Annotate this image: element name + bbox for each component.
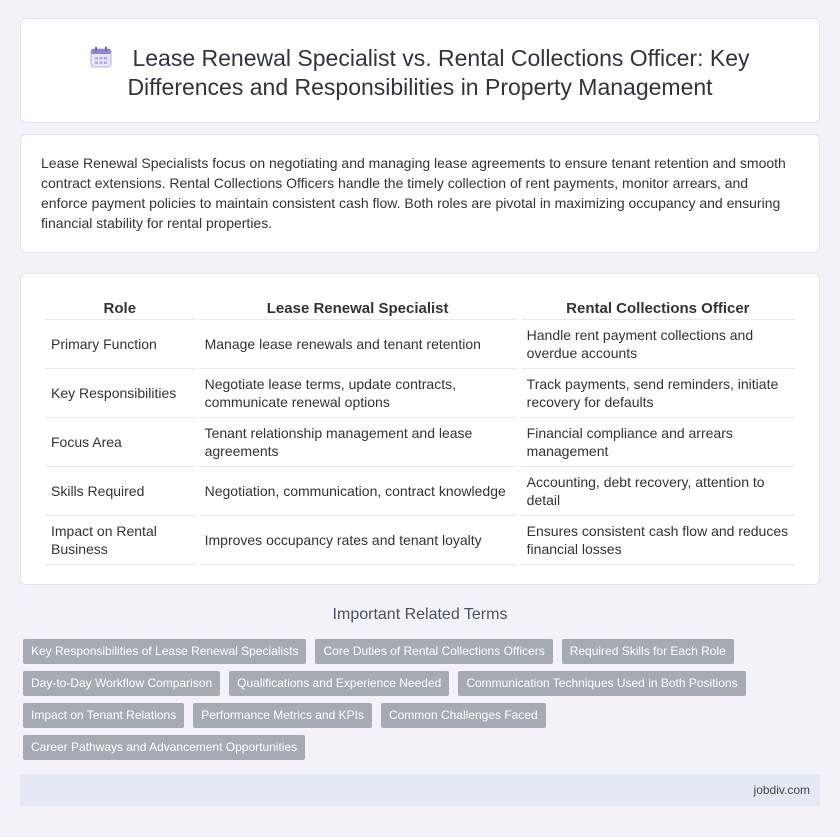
lease-cell: Negotiation, communication, contract knowledge [199, 467, 517, 516]
header-rental-collections-officer: Rental Collections Officer [521, 295, 795, 320]
row-label: Key Responsibilities [45, 369, 195, 418]
lease-cell: Negotiate lease terms, update contracts, communicate renewal options [199, 369, 517, 418]
collections-cell: Financial compliance and arrears management [521, 418, 795, 467]
footer [20, 774, 820, 806]
tag-link[interactable]: Core Duties of Rental Collections Officers [315, 639, 552, 664]
tag-link[interactable]: Career Pathways and Advancement Opportunities [23, 735, 305, 760]
lease-cell: Manage lease renewals and tenant retention [199, 320, 517, 369]
row-label: Primary Function [45, 320, 195, 369]
tag-row [23, 703, 813, 728]
title-card [20, 18, 820, 123]
title-line-2: Differences and Responsibilities in Property Management [127, 74, 713, 100]
header-lease-renewal-specialist: Lease Renewal Specialist [199, 295, 517, 320]
intro-card [20, 134, 820, 253]
row-label: Focus Area [45, 418, 195, 467]
tag-link[interactable]: Required Skills for Each Role [562, 639, 734, 664]
tag-row [23, 639, 813, 664]
tag-link[interactable]: Impact on Tenant Relations [23, 703, 184, 728]
table-header-row [45, 295, 795, 320]
related-terms-heading: Important Related Terms [332, 606, 508, 623]
title-line-1: Lease Renewal Specialist vs. Rental Collections Officer: Key [132, 45, 750, 71]
table-row [45, 418, 795, 467]
tag-link[interactable]: Qualifications and Experience Needed [229, 671, 449, 696]
comparison-card [20, 273, 820, 585]
row-label: Skills Required [45, 467, 195, 516]
comparison-table [41, 295, 799, 565]
calendar-icon [90, 46, 112, 68]
table-row [45, 369, 795, 418]
table-row [45, 467, 795, 516]
tag-row [23, 671, 813, 696]
table-row [45, 516, 795, 565]
lease-cell: Tenant relationship management and lease agreements [199, 418, 517, 467]
lease-cell: Improves occupancy rates and tenant loyalty [199, 516, 517, 565]
page-title [21, 44, 819, 102]
tag-row [23, 735, 813, 760]
tag-link[interactable]: Common Challenges Faced [381, 703, 546, 728]
tag-link[interactable]: Performance Metrics and KPIs [193, 703, 372, 728]
footer-site-link[interactable]: jobdiv.com [753, 783, 810, 797]
intro-paragraph: Lease Renewal Specialists focus on negotiating and managing lease agreements to ensure tenant retention and smooth contract extensions. Rental Collections Officers handle the timely collection of rent payments, monitor arrears, and enforce payment policies to maintain consistent cash flow. Both roles are pivotal in maximizing occupancy and ensuring financial stability for rental properties. [41, 155, 786, 231]
collections-cell: Handle rent payment collections and overdue accounts [521, 320, 795, 369]
collections-cell: Accounting, debt recovery, attention to detail [521, 467, 795, 516]
tag-link[interactable]: Day-to-Day Workflow Comparison [23, 671, 220, 696]
collections-cell: Ensures consistent cash flow and reduces financial losses [521, 516, 795, 565]
tag-link[interactable]: Communication Techniques Used in Both Positions [458, 671, 745, 696]
header-role: Role [45, 295, 195, 320]
tag-link[interactable]: Key Responsibilities of Lease Renewal Specialists [23, 639, 306, 664]
collections-cell: Track payments, send reminders, initiate recovery for defaults [521, 369, 795, 418]
table-row [45, 320, 795, 369]
row-label: Impact on Rental Business [45, 516, 195, 565]
related-terms-tags [23, 639, 813, 767]
